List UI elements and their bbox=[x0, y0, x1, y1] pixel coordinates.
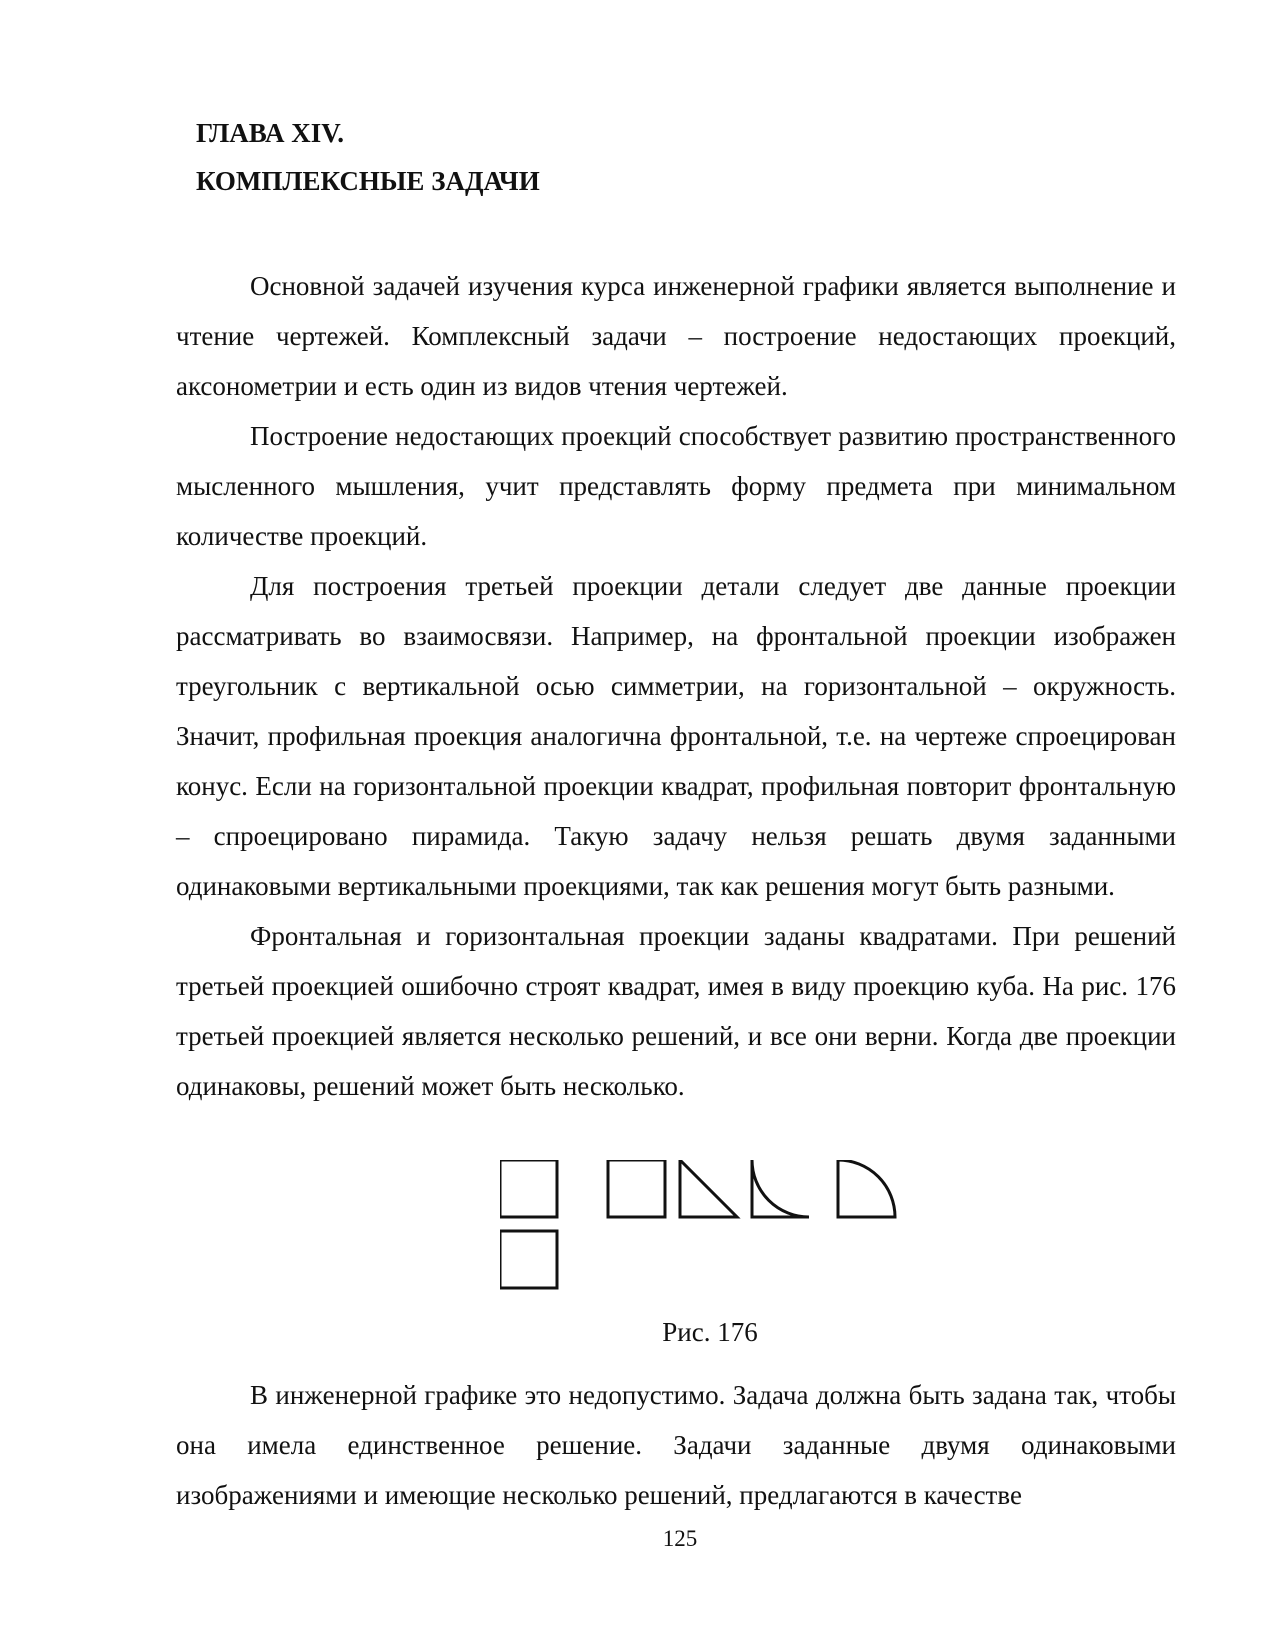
chapter-number: ГЛАВА XIV. bbox=[196, 118, 345, 148]
paragraph: В инженерной графике это недопустимо. Задача должна быть задана так, чтобы она имела единственное решение. Задачи заданные двумя одинаковыми изображениями и имеющие несколько решений, предлагаются в качестве bbox=[176, 1380, 1176, 1510]
solution-square bbox=[608, 1160, 665, 1217]
body-text-continued bbox=[176, 1370, 1176, 1520]
body-text bbox=[176, 261, 1176, 1111]
solution-triangle bbox=[680, 1160, 737, 1217]
solution-quarter-circle bbox=[838, 1160, 895, 1217]
page-number: 125 bbox=[662, 1526, 698, 1551]
paragraph: Построение недостающих проекций способствует развитию пространственного мысленного мышления, учит представлять форму предмета при минимальном количестве проекций. bbox=[176, 421, 1176, 551]
frontal-projection-square bbox=[500, 1160, 557, 1217]
horizontal-projection-square bbox=[500, 1231, 557, 1288]
paragraph: Для построения третьей проекции детали следует две данные проекции рассматривать во взаимосвязи. Например, на фронтальной проекции изображен треугольник с вертикальной осью симметрии, на горизонтальной – окружность. Значит, профильная проекция аналогична фронтальной, т.е. на чертеже спроецирован конус. Если на горизонтальной проекции квадрат, профильная повторит фронтальную – спроецировано пирамида. Такую задачу нельзя решать двумя заданными одинаковыми вертикальными проекциями, так как решения могут быть разными. bbox=[176, 571, 1176, 901]
figure-caption: Рис. 176 bbox=[662, 1317, 758, 1347]
paragraph: Фронтальная и горизонтальная проекции заданы квадратами. При решений третьей проекцией ошибочно строят квадрат, имея в виду проекцию куба. На рис. 176 третьей проекцией является несколько решений, и все они верни. Когда две проекции одинаковы, решений может быть несколько. bbox=[176, 921, 1176, 1101]
figure-176 bbox=[500, 1160, 920, 1310]
solution-concave-quarter bbox=[752, 1160, 809, 1217]
chapter-title: КОМПЛЕКСНЫЕ ЗАДАЧИ bbox=[196, 166, 540, 196]
paragraph: Основной задачей изучения курса инженерной графики является выполнение и чтение чертежей. Комплексный задачи – построение недостающих проекций, аксонометрии и есть один из видов чтения чертежей. bbox=[176, 271, 1176, 401]
